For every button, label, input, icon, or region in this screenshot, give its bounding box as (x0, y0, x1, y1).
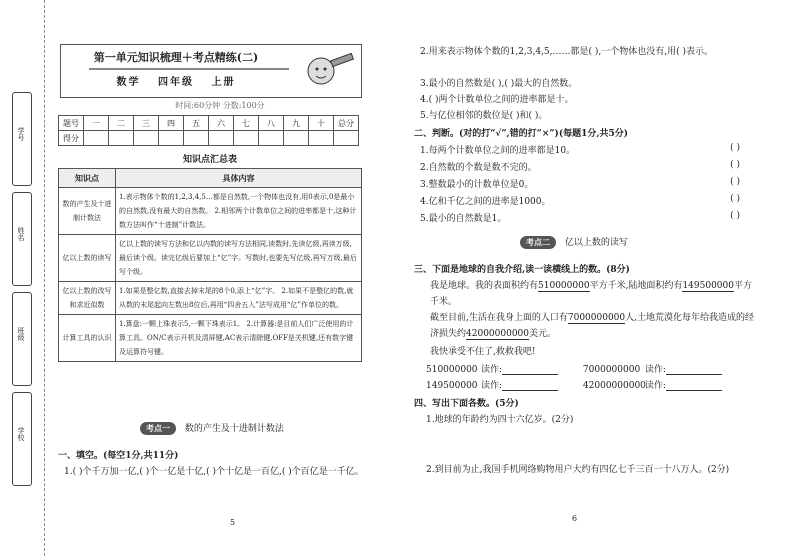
passage-number: 149500000 (682, 281, 734, 291)
score-cell: 六 (209, 116, 234, 131)
page-number-left: 5 (230, 518, 236, 527)
header-banner (60, 44, 362, 98)
term-label: 上册 (211, 77, 236, 88)
score-cell: 十 (309, 116, 334, 131)
subtitle (61, 73, 291, 88)
judge-item (420, 177, 740, 194)
binding-label-class: 班级 (17, 327, 25, 341)
cut-line (44, 0, 45, 556)
read-answer-line[interactable] (666, 382, 722, 391)
read-answer-line[interactable] (502, 366, 558, 375)
grade-label: 四年级 (158, 77, 194, 88)
read-label: 读作: (644, 365, 666, 375)
summary-row (59, 188, 362, 235)
read-grid (426, 362, 756, 394)
section1-pill: 考点一 (140, 422, 176, 435)
judge-answer-paren[interactable]: ( ) (730, 160, 740, 170)
summary-row (59, 235, 362, 282)
judge-text: 1.每两个计数单位之间的进率都是10。 (420, 146, 576, 156)
read-row (426, 362, 756, 378)
score-cell: 五 (184, 116, 209, 131)
q-four-heading: 四、写出下面各数。(5分) (414, 399, 519, 409)
score-table (58, 115, 359, 146)
score-cell: 二 (109, 116, 134, 131)
passage-1 (430, 278, 760, 310)
judge-text: 4.亿和千亿之间的进率是1000。 (420, 197, 551, 207)
passage-text: 平方千米。 (430, 281, 752, 307)
binding-box-student-id (12, 92, 32, 186)
section1-title: 数的产生及十进制计数法 (184, 424, 284, 434)
read-label: 读作: (644, 381, 666, 391)
exam-meta: 时间:60分钟 分数:100分 (175, 101, 265, 110)
score-cell: 七 (234, 116, 259, 131)
summary-point: 亿以上数的读写 (59, 235, 116, 282)
q1-heading: 一、填空。(每空1分,共11分) (58, 451, 179, 461)
summary-content: 1.算盘:一颗上珠表示5,一颗下珠表示1。 2.计算器:是目前人们广泛使用的计算工具。ON/C表示开机及清屏键,AC表示清除键,OFF是关机键,还有数字键及运算符号键。 (116, 315, 362, 362)
read-row (426, 378, 756, 394)
judge-answer-paren[interactable]: ( ) (730, 194, 740, 204)
score-input-cell[interactable] (134, 131, 159, 146)
page-number-right: 6 (572, 514, 578, 523)
judge-heading: 二、判断。(对的打“√”,错的打“×”)(每题1分,共5分) (414, 129, 628, 139)
passage-number: 7000000000 (567, 313, 626, 323)
q2-text: 2.用来表示物体个数的1,2,3,4,5,……都是( ),一个物体也没有,用( )表示。 (420, 47, 714, 57)
binding-box-school (12, 392, 32, 486)
score-cell: 题号 (59, 116, 84, 131)
judge-answer-paren[interactable]: ( ) (730, 177, 740, 187)
score-input-cell[interactable] (109, 131, 134, 146)
section2-pill: 考点二 (520, 236, 556, 249)
mascot-pen-icon (301, 49, 357, 93)
summary-point: 亿以上数的改写和求近似数 (59, 282, 116, 315)
score-input-cell[interactable] (84, 131, 109, 146)
binding-strip (0, 0, 48, 556)
read-number: 510000000 (426, 365, 478, 375)
score-cell: 三 (134, 116, 159, 131)
score-input-cell[interactable] (159, 131, 184, 146)
summary-table (58, 168, 362, 362)
summary-point: 数的产生及十进制计数法 (59, 188, 116, 235)
score-cell: 九 (284, 116, 309, 131)
judge-item (420, 211, 740, 228)
passage-text: 截至目前,生活在我身上面的人口有 (430, 313, 568, 323)
q-three-heading: 三、下面是地球的自我介绍,读一读横线上的数。(8分) (414, 265, 630, 275)
read-label: 读作: (481, 381, 503, 391)
col-header-point: 知识点 (59, 169, 116, 188)
section1-heading (140, 421, 284, 435)
judge-text: 5.最小的自然数是1。 (420, 214, 507, 224)
judge-answer-paren[interactable]: ( ) (730, 143, 740, 153)
passage-number: 510000000 (538, 281, 590, 291)
read-number: 7000000000 (582, 365, 641, 375)
page-title: 第一单元知识梳理＋考点精练(二) (93, 51, 259, 64)
judge-list (420, 143, 740, 228)
summary-content: 1.表示物体个数的1,2,3,4,5…都是自然数,一个物体也没有,用0表示,0是最小的自然数,没有最大的自然数。 2.相邻两个计数单位之间的进率都是十,这种计数方法叫作“十进制”计数法。 (116, 188, 362, 235)
q1-text: 1.( )个千万加一亿,( )个一亿是十亿,( )个十亿是一百亿,( )个百亿是一千亿。 (64, 467, 364, 477)
score-cell: 四 (159, 116, 184, 131)
score-input-cell[interactable] (259, 131, 284, 146)
section2-heading (520, 235, 628, 249)
passage-2 (430, 310, 760, 342)
summary-header-row (59, 169, 362, 188)
q3-text: 3.最小的自然数是( ),( )最大的自然数。 (420, 79, 578, 89)
subject-label: 数学 (116, 77, 141, 88)
score-cell: 一 (84, 116, 109, 131)
score-header-row (59, 116, 359, 131)
read-number: 42000000000 (582, 381, 646, 391)
binding-box-class (12, 292, 32, 386)
col-header-content: 具体内容 (116, 169, 362, 188)
judge-item (420, 143, 740, 160)
summary-content: 亿以上数的读写方法和亿以内数的读写方法相同,读数时,先读亿级,再读万级,最后读个级。读完亿级后要加上“亿”字。写数时,也要先写亿级,再写万级,最后写个级。 (116, 235, 362, 282)
summary-row (59, 282, 362, 315)
binding-label-id: 学号 (17, 127, 25, 141)
summary-title: 知识点汇总表 (182, 155, 237, 165)
binding-label-name: 姓名 (17, 227, 25, 241)
judge-item (420, 160, 740, 177)
q4-text: 4.( )两个计数单位之间的进率都是十。 (420, 95, 574, 105)
write-1: 1.地球的年龄约为四十六亿岁。(2分) (426, 415, 574, 425)
summary-point: 计算工具的认识 (59, 315, 116, 362)
score-row-label: 得分 (59, 131, 84, 146)
q5-text: 5.与亿位相邻的数位是( )和( )。 (420, 111, 548, 121)
summary-row (59, 315, 362, 362)
write-2: 2.到目前为止,我国手机网络购物用户大约有四亿七千三百一十八万人。(2分) (426, 465, 730, 475)
score-cell: 总分 (334, 116, 359, 131)
score-value-row (59, 131, 359, 146)
score-input-cell[interactable] (334, 131, 359, 146)
passage-text: 人,土地荒漠化每年给我造成的经济损失约 (430, 313, 755, 339)
section2-title: 亿以上数的读写 (564, 238, 628, 248)
score-input-cell[interactable] (184, 131, 209, 146)
score-input-cell[interactable] (234, 131, 259, 146)
passage-3: 我快承受不住了,救救我吧! (430, 347, 536, 357)
read-number: 149500000 (426, 381, 478, 391)
passage-text: 平方千米,陆地面积约有 (589, 281, 683, 291)
judge-text: 2.自然数的个数是数不完的。 (420, 163, 537, 173)
score-input-cell[interactable] (309, 131, 334, 146)
read-answer-line[interactable] (666, 366, 722, 375)
score-input-cell[interactable] (284, 131, 309, 146)
passage-number: 42000000000 (466, 329, 530, 339)
judge-text: 3.整数最小的计数单位是0。 (420, 180, 534, 190)
passage-text: 美元。 (529, 329, 557, 339)
score-cell: 八 (259, 116, 284, 131)
judge-item (420, 194, 740, 211)
score-input-cell[interactable] (209, 131, 234, 146)
summary-content: 1.如果是整亿数,直接去掉末尾的8个0,添上“亿”字。 2.如果不是整亿的数,就从数的末尾起向左数出8位后,再用“四舍五入”法写成用“亿”作单位的数。 (116, 282, 362, 315)
read-label: 读作: (481, 365, 503, 375)
binding-box-name (12, 192, 32, 286)
passage-text: 我是地球。我的表面积约有 (430, 281, 539, 291)
judge-answer-paren[interactable]: ( ) (730, 211, 740, 221)
divider (89, 68, 289, 70)
binding-label-school: 学校 (17, 427, 25, 441)
read-answer-line[interactable] (502, 382, 558, 391)
